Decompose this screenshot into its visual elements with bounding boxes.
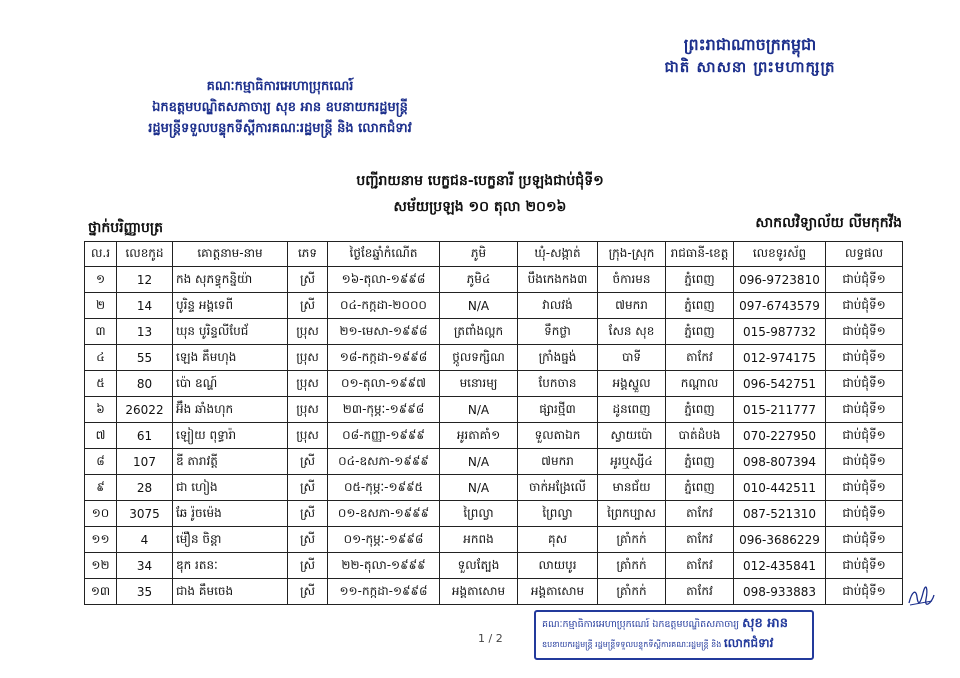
cell-birthdate: ០៤-ឧសភា-១៩៩៩	[328, 449, 440, 475]
cell-name: ជាង គឹមចេង	[173, 579, 288, 605]
cell-commune: ៧មករា	[518, 449, 598, 475]
cell-commune: ព្រៃល្វា	[518, 501, 598, 527]
cell-district: មានជ័យ	[598, 475, 666, 501]
cell-village: N/A	[440, 397, 518, 423]
cell-result: ជាប់ជុំទី១	[826, 423, 903, 449]
cell-district: អូរឬស្សី៤	[598, 449, 666, 475]
column-header-commune: ឃុំ-សង្កាត់	[518, 242, 598, 267]
cell-phone: 096-9723810	[734, 267, 826, 293]
cell-code: 55	[117, 345, 173, 371]
cell-result: ជាប់ជុំទី១	[826, 553, 903, 579]
cell-village: N/A	[440, 449, 518, 475]
cell-village: ភូមិ៤	[440, 267, 518, 293]
cell-code: 3075	[117, 501, 173, 527]
cell-result: ជាប់ជុំទី១	[826, 501, 903, 527]
cell-province: ភ្នំពេញ	[666, 319, 734, 345]
cell-commune: បែកចាន	[518, 371, 598, 397]
cell-code: 12	[117, 267, 173, 293]
kingdom-title: ព្រះរាជាណាចក្រកម្ពុជា	[683, 35, 817, 54]
cell-village: អង្គតាសោម	[440, 579, 518, 605]
stamp-line-1-name: សុខ អាន	[742, 616, 788, 631]
cell-province: តាកែវ	[666, 345, 734, 371]
cell-sex: ស្រី	[288, 267, 328, 293]
cell-result: ជាប់ជុំទី១	[826, 397, 903, 423]
cell-sex: ប្រុស	[288, 371, 328, 397]
cell-result: ជាប់ជុំទី១	[826, 267, 903, 293]
cell-sex: ស្រី	[288, 579, 328, 605]
cell-index: ១២	[85, 553, 117, 579]
cell-sex: ស្រី	[288, 501, 328, 527]
cell-sex: ប្រុស	[288, 319, 328, 345]
cell-province: តាកែវ	[666, 553, 734, 579]
table-row	[85, 423, 903, 449]
cell-name: កង សុភទ្ធុកន្និយ៉ា	[173, 267, 288, 293]
table-row	[85, 267, 903, 293]
cell-name: ម៉ឿន ចិន្តា	[173, 527, 288, 553]
cell-name: ឡេង គឹមហុង	[173, 345, 288, 371]
cell-name: ជា ហៀង	[173, 475, 288, 501]
stamp-line-2-name: លោកជំទាវ	[723, 636, 774, 650]
cell-village: អូរតាគាំ១	[440, 423, 518, 449]
cell-province: តាកែវ	[666, 501, 734, 527]
cell-index: ៤	[85, 345, 117, 371]
table-row	[85, 579, 903, 605]
cell-district: ព្រៃកប្បាស	[598, 501, 666, 527]
kingdom-heading	[600, 34, 900, 78]
cell-birthdate: ០១-កុម្ភៈ-១៩៩៨	[328, 527, 440, 553]
column-header-code: លេខកូដ	[117, 242, 173, 267]
cell-village: ថ្កូលទក្សិណ	[440, 345, 518, 371]
cell-code: 26022	[117, 397, 173, 423]
cell-name: បូរិន្ទ អង្គទេពី	[173, 293, 288, 319]
cell-district: ដូនពេញ	[598, 397, 666, 423]
cell-phone: 012-435841	[734, 553, 826, 579]
column-header-province: រាជធានី-ខេត្ត	[666, 242, 734, 267]
cell-commune: ផ្សារថ្មី៣	[518, 397, 598, 423]
cell-province: ភ្នំពេញ	[666, 397, 734, 423]
cell-province: ភ្នំពេញ	[666, 293, 734, 319]
cell-result: ជាប់ជុំទី១	[826, 449, 903, 475]
cell-phone: 098-807394	[734, 449, 826, 475]
cell-birthdate: ០៥-កុម្ភៈ-១៩៩៥	[328, 475, 440, 501]
cell-result: ជាប់ជុំទី១	[826, 475, 903, 501]
page-number: 1 / 2	[478, 632, 503, 645]
cell-commune: ទួលតាឯក	[518, 423, 598, 449]
cell-village: N/A	[440, 293, 518, 319]
cell-phone: 096-3686229	[734, 527, 826, 553]
cell-commune: ចាក់អង្រែលើ	[518, 475, 598, 501]
cell-code: 34	[117, 553, 173, 579]
document-title: បញ្ជីរាយនាម បេក្ខជន-បេក្ខនារី ប្រឡងជាប់ជុំទី១	[356, 173, 604, 189]
signature-mark	[906, 585, 936, 609]
cell-result: ជាប់ជុំទី១	[826, 371, 903, 397]
cell-sex: ប្រុស	[288, 423, 328, 449]
cell-index: ១៣	[85, 579, 117, 605]
table-row	[85, 449, 903, 475]
cell-commune: ទឹកថ្លា	[518, 319, 598, 345]
cell-birthdate: ០១-តុលា-១៩៩៧	[328, 371, 440, 397]
table-row	[85, 527, 903, 553]
column-header-name: គោត្តនាម-នាម	[173, 242, 288, 267]
committee-stamp	[534, 610, 814, 660]
cell-district: ត្រាំកក់	[598, 579, 666, 605]
cell-phone: 015-211777	[734, 397, 826, 423]
cell-birthdate: ០១-ឧសភា-១៩៩៩	[328, 501, 440, 527]
cell-name: ឌី តារាវត្តី	[173, 449, 288, 475]
column-header-index: ល.រ	[85, 242, 117, 267]
cell-name: អ៊ឹង ឆាំងហុក	[173, 397, 288, 423]
table-row	[85, 293, 903, 319]
cell-commune: បឹងកេងកង៣	[518, 267, 598, 293]
cell-index: ១	[85, 267, 117, 293]
column-header-birthdate: ថ្ងៃខែឆ្នាំកំណើត	[328, 242, 440, 267]
cell-phone: 097-6743579	[734, 293, 826, 319]
cell-district: សែន សុខ	[598, 319, 666, 345]
cell-commune: ក្រាំងធ្នង់	[518, 345, 598, 371]
cell-sex: ស្រី	[288, 449, 328, 475]
cell-code: 61	[117, 423, 173, 449]
table-row	[85, 501, 903, 527]
column-header-result: លទ្ធផល	[826, 242, 903, 267]
document-subtitle: សម័យប្រឡង ១០ តុលា ២០១៦	[393, 199, 567, 215]
cell-commune: វាលវង់	[518, 293, 598, 319]
cell-village: ត្រពាំងល្ពក	[440, 319, 518, 345]
committee-line-2: ឯកឧត្តមបណ្ឌិតសភាចារ្យ សុខ អាន ឧបនាយករដ្ឋមន្ត្រី	[152, 100, 408, 115]
cell-sex: ស្រី	[288, 475, 328, 501]
stamp-line-2-prefix: ឧបនាយករដ្ឋមន្ត្រី រដ្ឋមន្ត្រីទទួលបន្ទុកទីស្តីការគណៈរដ្ឋមន្ត្រី និង	[542, 640, 722, 649]
cell-sex: ស្រី	[288, 527, 328, 553]
cell-commune: គុស	[518, 527, 598, 553]
cell-phone: 070-227950	[734, 423, 826, 449]
degree-level-label: ថ្នាក់បរិញ្ញាបត្រ	[88, 220, 163, 236]
cell-commune: អង្គតាសោម	[518, 579, 598, 605]
cell-province: តាកែវ	[666, 527, 734, 553]
cell-sex: ស្រី	[288, 553, 328, 579]
cell-commune: លាយបូរ	[518, 553, 598, 579]
cell-code: 4	[117, 527, 173, 553]
cell-name: ឆែ រ៉ូចម៉េង	[173, 501, 288, 527]
cell-village: ព្រៃល្វា	[440, 501, 518, 527]
cell-district: ៧មករា	[598, 293, 666, 319]
cell-result: ជាប់ជុំទី១	[826, 345, 903, 371]
cell-index: ៩	[85, 475, 117, 501]
cell-index: ៨	[85, 449, 117, 475]
cell-birthdate: ១៦-តុលា-១៩៩៨	[328, 267, 440, 293]
cell-code: 35	[117, 579, 173, 605]
table-row	[85, 397, 903, 423]
cell-index: ៣	[85, 319, 117, 345]
cell-province: ភ្នំពេញ	[666, 267, 734, 293]
cell-province: ភ្នំពេញ	[666, 475, 734, 501]
cell-result: ជាប់ជុំទី១	[826, 319, 903, 345]
stamp-line-2	[542, 634, 806, 654]
cell-village: មនោរម្យ	[440, 371, 518, 397]
column-header-village: ភូមិ	[440, 242, 518, 267]
cell-code: 14	[117, 293, 173, 319]
committee-line-3: រដ្ឋមន្ត្រីទទួលបន្ទុកទីស្តីការគណៈរដ្ឋមន្ត្រី និង លោកជំទាវ	[148, 121, 412, 136]
cell-code: 80	[117, 371, 173, 397]
cell-birthdate: ០៤-កក្កដា-២០០០	[328, 293, 440, 319]
cell-birthdate: ២២-តុលា-១៩៩៩	[328, 553, 440, 579]
national-motto: ជាតិ សាសនា ព្រះមហាក្សត្រ	[664, 58, 836, 76]
cell-birthdate: ២១-មេសា-១៩៩៨	[328, 319, 440, 345]
cell-district: ត្រាំកក់	[598, 553, 666, 579]
cell-phone: 010-442511	[734, 475, 826, 501]
cell-code: 28	[117, 475, 173, 501]
cell-index: ២	[85, 293, 117, 319]
table-header-row	[85, 242, 903, 267]
table-row	[85, 553, 903, 579]
cell-result: ជាប់ជុំទី១	[826, 527, 903, 553]
cell-index: ១១	[85, 527, 117, 553]
cell-sex: ស្រី	[288, 293, 328, 319]
university-label: សាកលវិទ្យាល័យ លីមកុកវីង	[755, 215, 902, 231]
cell-sex: ប្រុស	[288, 345, 328, 371]
cell-phone: 096-542751	[734, 371, 826, 397]
cell-birthdate: ១៨-កក្កដា-១៩៩៨	[328, 345, 440, 371]
cell-birthdate: ២៣-កុម្ភៈ-១៩៩៨	[328, 397, 440, 423]
column-header-sex: ភេទ	[288, 242, 328, 267]
cell-name: ឃុន បូរិន្ទលីបែជ័	[173, 319, 288, 345]
table-row	[85, 475, 903, 501]
cell-index: ៥	[85, 371, 117, 397]
committee-heading	[110, 76, 450, 139]
table-row	[85, 319, 903, 345]
column-header-phone: លេខទូរស័ព្ទ	[734, 242, 826, 267]
cell-name: ប៉ោ ឧណ្ហ៍	[173, 371, 288, 397]
cell-name: ឡៀយ ពុទ្ធារ៉ា	[173, 423, 288, 449]
column-header-district: ក្រុង-ស្រុក	[598, 242, 666, 267]
cell-code: 13	[117, 319, 173, 345]
cell-village: ទួលត្បែង	[440, 553, 518, 579]
document-titles	[280, 168, 680, 220]
committee-line-1: គណៈកម្មាធិការអេហាប្រុកណេរ៍	[206, 79, 354, 94]
cell-name: ឌុក រតនៈ	[173, 553, 288, 579]
cell-district: បាទី	[598, 345, 666, 371]
cell-birthdate: ០៨-កញ្ញា-១៩៩៩	[328, 423, 440, 449]
cell-province: ភ្នំពេញ	[666, 449, 734, 475]
table-row	[85, 371, 903, 397]
student-results-table	[84, 241, 903, 605]
cell-index: ១០	[85, 501, 117, 527]
cell-result: ជាប់ជុំទី១	[826, 293, 903, 319]
cell-phone: 015-987732	[734, 319, 826, 345]
cell-code: 107	[117, 449, 173, 475]
cell-phone: 012-974175	[734, 345, 826, 371]
cell-index: ៧	[85, 423, 117, 449]
cell-index: ៦	[85, 397, 117, 423]
cell-village: N/A	[440, 475, 518, 501]
table-row	[85, 345, 903, 371]
cell-province: កណ្ដាល	[666, 371, 734, 397]
cell-district: អង្គស្នួល	[598, 371, 666, 397]
stamp-line-1	[542, 615, 806, 634]
cell-district: ចំការមន	[598, 267, 666, 293]
cell-phone: 087-521310	[734, 501, 826, 527]
cell-phone: 098-933883	[734, 579, 826, 605]
cell-village: អកពង	[440, 527, 518, 553]
cell-province: បាត់ដំបង	[666, 423, 734, 449]
cell-district: ត្រាំកក់	[598, 527, 666, 553]
cell-province: តាកែវ	[666, 579, 734, 605]
cell-birthdate: ១១-កក្កដា-១៩៩៨	[328, 579, 440, 605]
cell-district: ស្វាយប៉ោ	[598, 423, 666, 449]
cell-result: ជាប់ជុំទី១	[826, 579, 903, 605]
stamp-line-1-prefix: គណៈកម្មាធិការអេហាប្រុកណេរ៍ ឯកឧត្តមបណ្ឌិតសភាចារ្យ	[542, 619, 740, 630]
cell-sex: ប្រុស	[288, 397, 328, 423]
